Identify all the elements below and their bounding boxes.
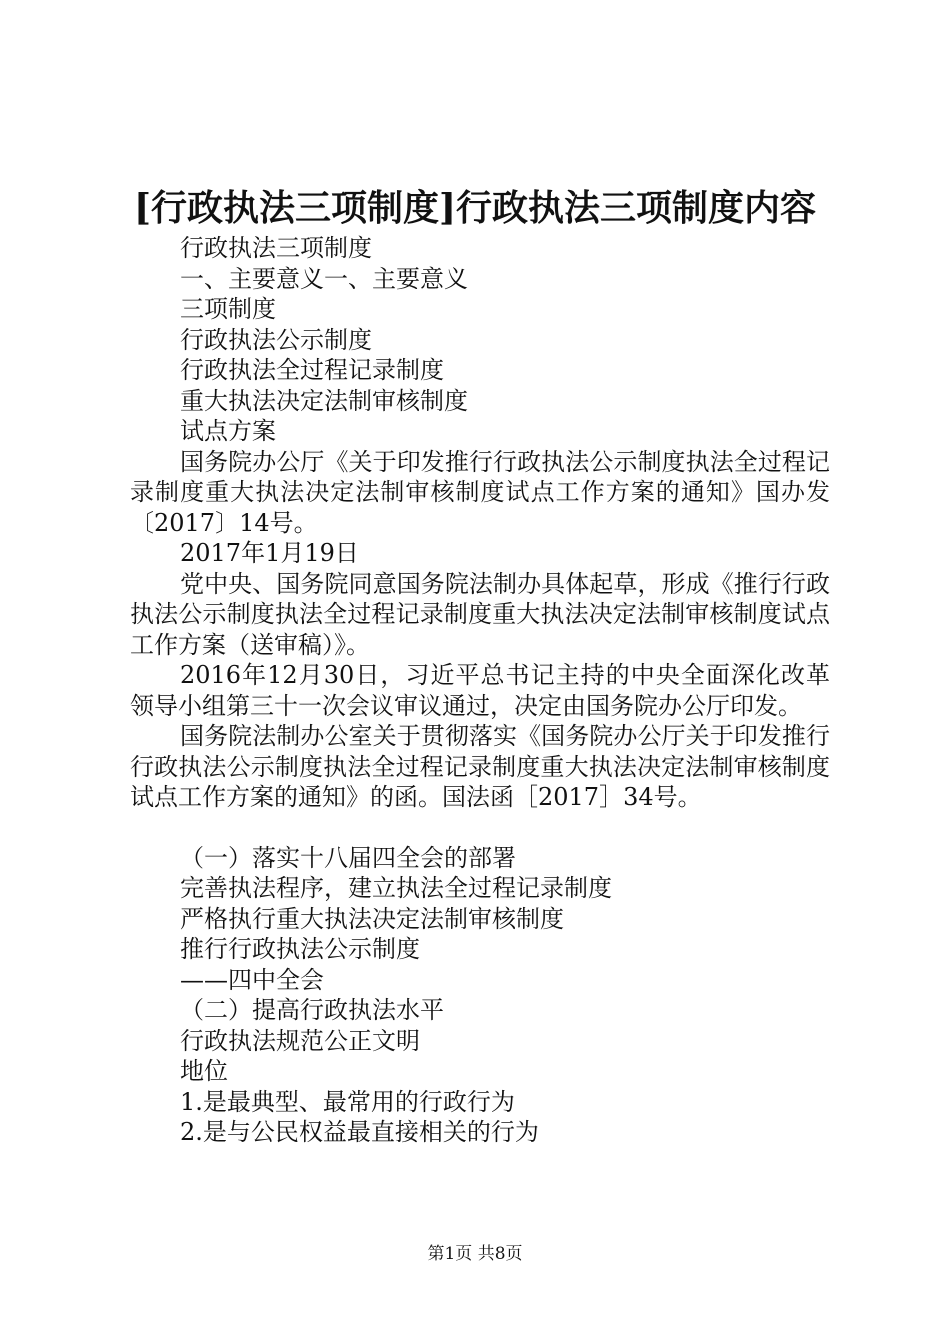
paragraph-spacer <box>130 813 830 843</box>
body-line: 试点方案 <box>180 417 276 445</box>
body-line: 一、主要意义一、主要意义 <box>180 264 468 293</box>
body-line: 2.是与公民权益最直接相关的行为 <box>180 1118 539 1146</box>
body-line: 重大执法决定法制审核制度 <box>180 386 468 415</box>
body-line: 行政执法全过程记录制度 <box>180 356 444 384</box>
page-number-footer: 第1页 共8页 <box>427 1244 523 1264</box>
body-line: （二）提高行政执法水平 <box>180 996 444 1024</box>
body-paragraph: 党中央、国务院同意国务院法制办具体起草，形成《推行行政执法公示制度执法全过程记录制度重大执法决定法制审核制度试点工作方案（送审稿）》。 <box>130 569 830 659</box>
body-line: （一）落实十八届四全会的部署 <box>180 843 516 872</box>
body-paragraph: 国务院法制办公室关于贯彻落实《国务院办公厅关于印发推行行政执法公示制度执法全过程记录制度重大执法决定法制审核制度试点工作方案的通知》的函。国法函［2017］34号。 <box>130 722 830 811</box>
body-line: ——四中全会 <box>180 965 324 994</box>
body-paragraph: 2017年1月19日 <box>180 539 359 567</box>
body-paragraph: 2016年12月30日，习近平总书记主持的中央全面深化改革领导小组第三十一次会议审议通过，决定由国务院办公厅印发。 <box>130 661 830 720</box>
document-body <box>130 233 830 1148</box>
document-title: [行政执法三项制度]行政执法三项制度内容 <box>133 187 817 229</box>
body-line: 三项制度 <box>180 295 276 323</box>
body-line: 行政执法三项制度 <box>180 234 372 262</box>
body-line: 1.是最典型、最常用的行政行为 <box>180 1087 515 1116</box>
body-line: 地位 <box>180 1057 228 1085</box>
body-line: 严格执行重大执法决定法制审核制度 <box>180 904 564 933</box>
body-line: 完善执法程序，建立执法全过程记录制度 <box>180 874 612 902</box>
body-line: 推行行政执法公示制度 <box>180 935 420 963</box>
body-line: 行政执法规范公正文明 <box>180 1026 420 1055</box>
body-paragraph: 国务院办公厅《关于印发推行行政执法公示制度执法全过程记录制度重大执法决定法制审核制度试点工作方案的通知》国办发〔2017〕14号。 <box>130 447 830 537</box>
body-line: 行政执法公示制度 <box>180 325 372 354</box>
